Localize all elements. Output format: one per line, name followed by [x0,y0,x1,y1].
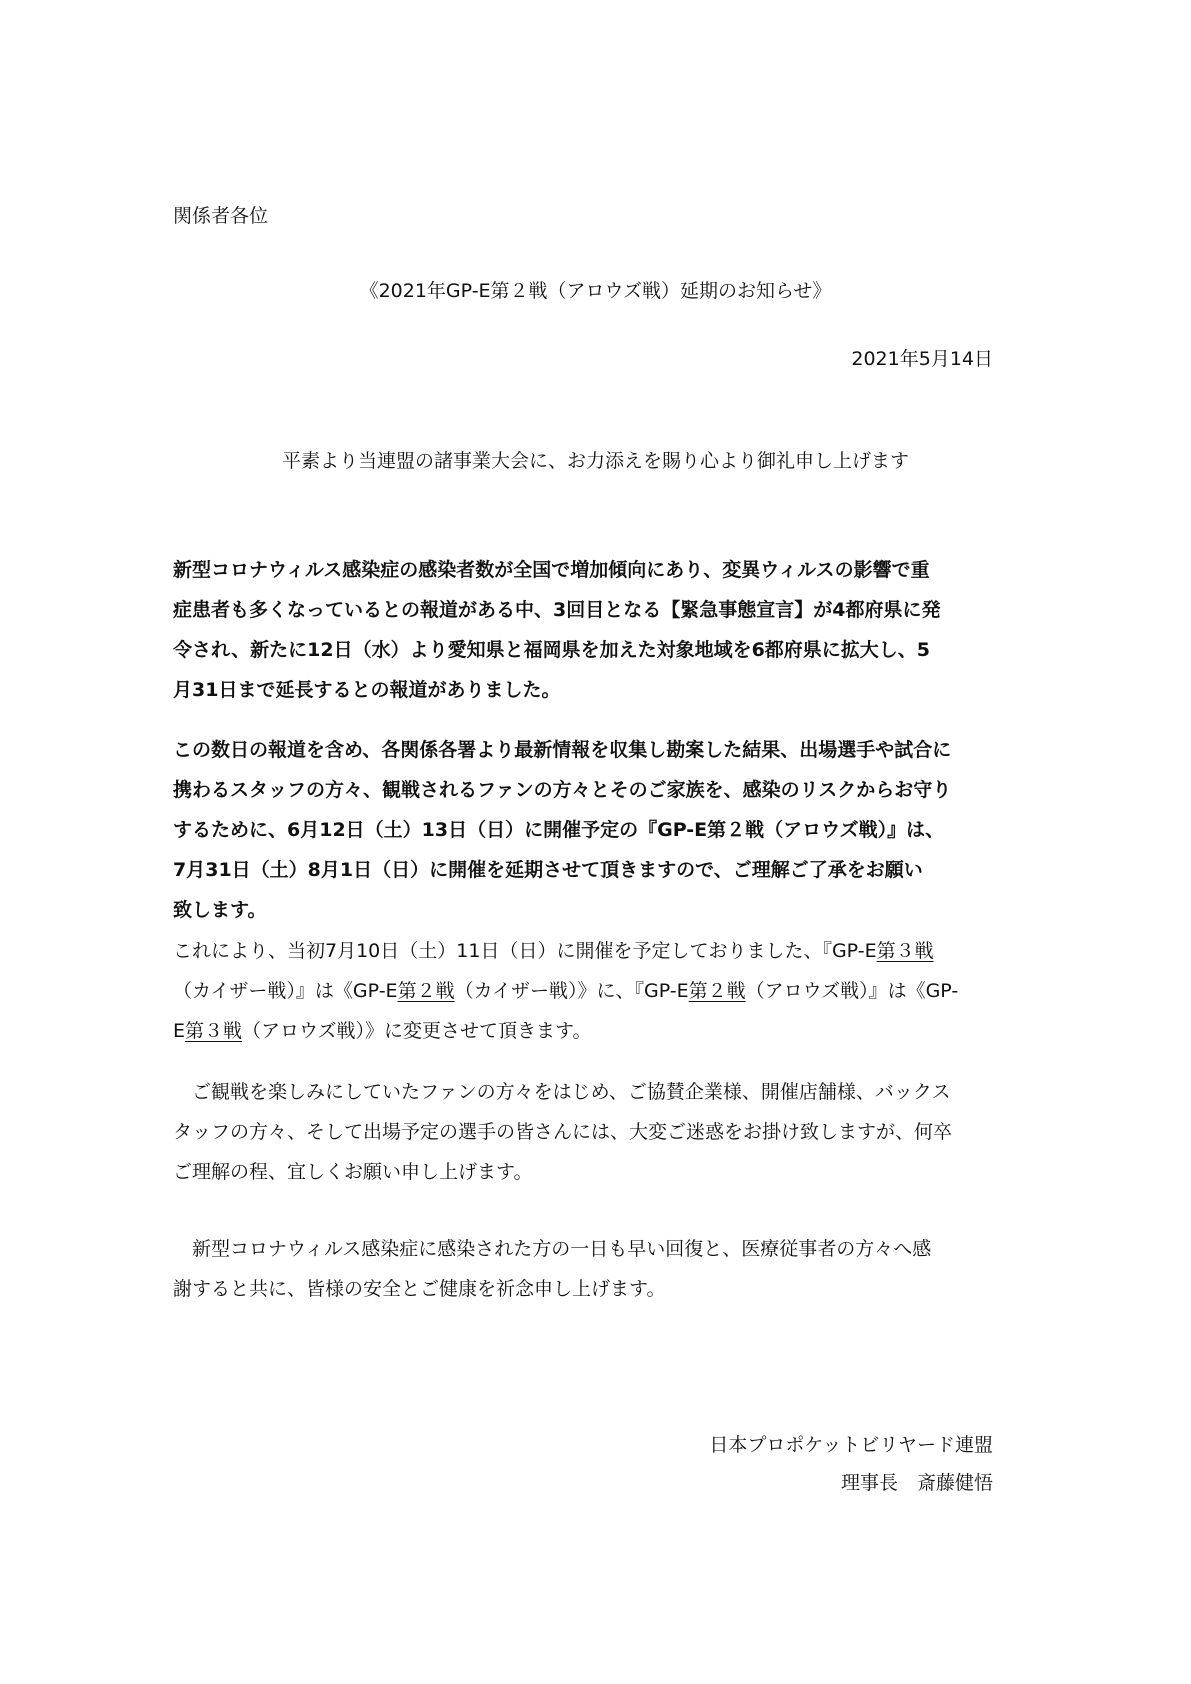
paragraph-line: ご理解の程、宜しくお願い申し上げます。 [173,1161,533,1183]
document-date: 2021年5月14日 [851,348,993,370]
text-run: これにより、当初7月10日（土）11日（日）に開催を予定しておりました、『GP-E [173,940,877,962]
paragraph-line: 令され、新たに12日（水）より愛知県と福岡県を加えた対象地域を6都府県に拡大し、5 [173,639,931,661]
addressee: 関係者各位 [173,205,269,227]
paragraph-line: この数日の報道を含め、各関係各署より最新情報を収集し勘案した結果、出場選手や試合に [173,739,952,761]
text-run: （カイザー戦）》に、『GP-E [454,980,689,1002]
greeting-line: 平素より当連盟の諸事業大会に、お力添えを賜り心より御礼申し上げます [281,450,909,472]
paragraph-announcement [173,550,1015,710]
text-run: （カイザー戦）』は《GP-E [173,980,398,1002]
underlined-round: 第３戦 [876,940,934,962]
paragraph-line: 携わるスタッフの方々、観戦されるファンの方々とそのご家族を、感染のリスクからお守り [173,779,952,801]
organization-name: 日本プロポケットビリヤード連盟 [709,1434,993,1456]
paragraph-line: 月31日まで延長するとの報道がありました。 [173,679,561,701]
text-run: E [173,1020,186,1042]
paragraph-line: 7月31日（土）8月1日（日）に開催を延期させて頂きますので、ご理解ご了承をお願い [173,859,923,881]
paragraph-closing [173,1229,1015,1309]
text-run: （アロウズ戦）』は《GP- [745,980,959,1002]
paragraph-line: ご観戦を楽しみにしていたファンの方々をはじめ、ご協賛企業様、開催店舗様、バックス [173,1081,951,1103]
paragraph-line [173,931,1015,971]
paragraph-line: 謝すると共に、皆様の安全とご健康を祈念申し上げます。 [173,1278,666,1300]
signer-name: 理事長 斎藤健悟 [840,1472,993,1494]
document-title: 《2021年GP-E第２戦（アロウズ戦）延期のお知らせ》 [359,280,832,302]
text-run: （アロウズ戦）》に変更させて頂きます。 [242,1020,592,1042]
paragraph-postponement [173,730,1015,930]
paragraph-schedule-change [173,931,1015,1051]
underlined-round: 第２戦 [397,980,455,1002]
underlined-round: 第３戦 [185,1020,243,1042]
paragraph-line [173,1011,1015,1051]
paragraph-line: タッフの方々、そして出場予定の選手の皆さんには、大変ご迷惑をお掛け致しますが、何卒 [173,1121,953,1143]
underlined-round: 第２戦 [688,980,746,1002]
paragraph-line: 新型コロナウィルス感染症に感染された方の一日も早い回復と、医療従事者の方々へ感 [173,1238,932,1260]
paragraph-line [173,971,1015,1011]
paragraph-line: 新型コロナウィルス感染症の感染者数が全国で増加傾向にあり、変異ウィルスの影響で重 [173,559,930,581]
paragraph-apology [173,1072,1015,1192]
paragraph-line: 症患者も多くなっているとの報道がある中、3回目となる【緊急事態宣言】が4都府県に発 [173,599,941,621]
paragraph-line: 致します。 [173,899,267,921]
paragraph-line: するために、6月12日（土）13日（日）に開催予定の『GP-E第２戦（アロウズ戦）』は、 [173,819,945,841]
